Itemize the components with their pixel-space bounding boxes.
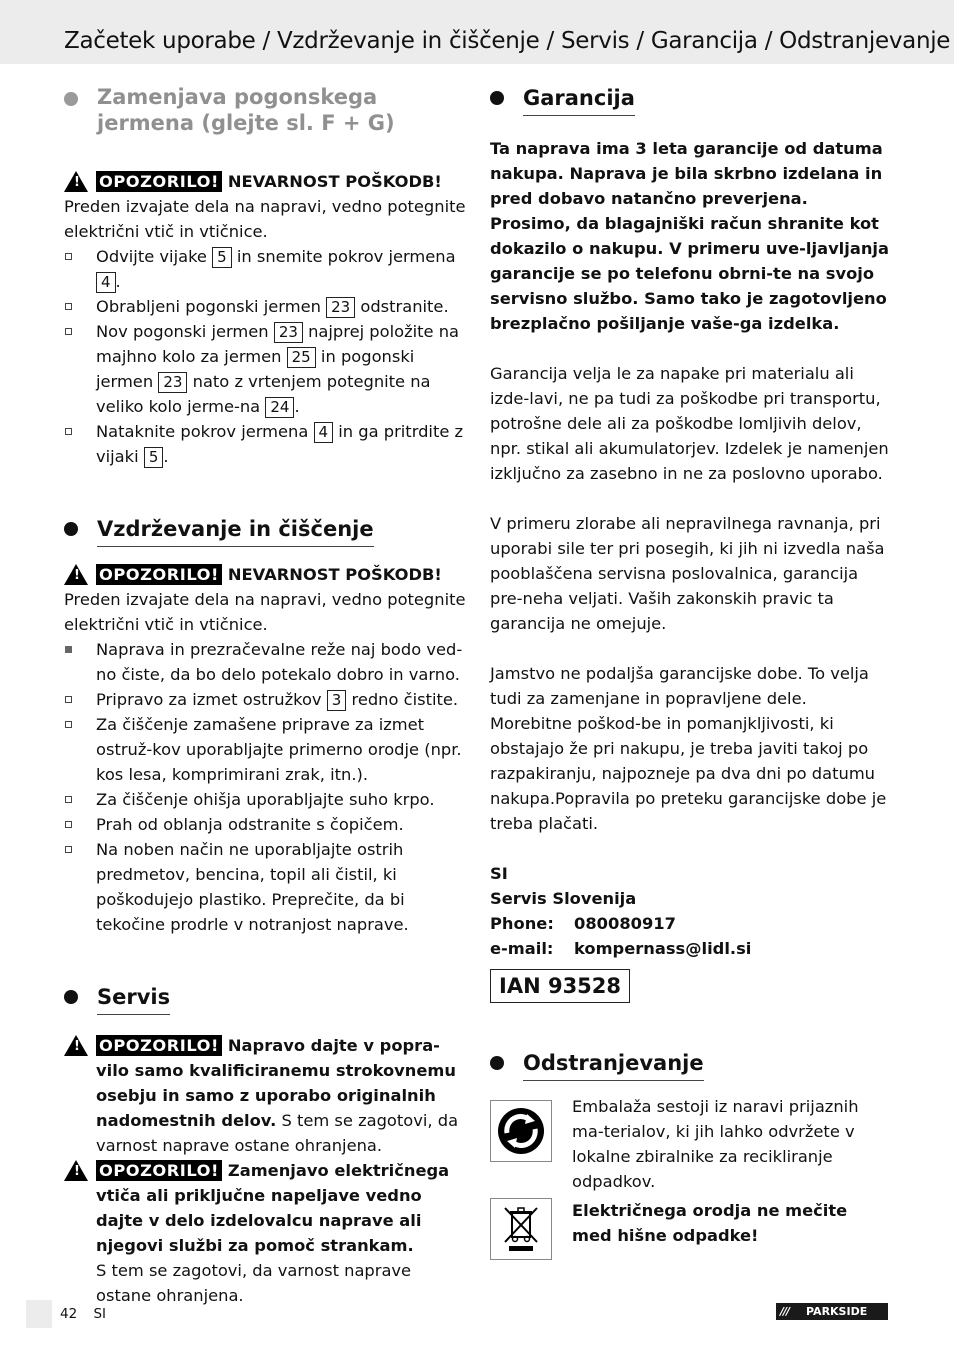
disposal-recycle-row (490, 1094, 890, 1194)
list-item: Za čiščenje ohišja uporabljajte suho krpo. (64, 787, 466, 812)
warning-triangle-icon: ! (64, 1035, 88, 1056)
disposal-text: Embalaža sestoji iz naravi prijaznih ma-terialov, ki jih lahko odvržete v lokalne zbiralnike za recikliranje odpadkov. (572, 1097, 859, 1191)
warning-badge: OPOZORILO! (96, 564, 222, 585)
header-bar (0, 0, 954, 64)
ian-number: IAN 93528 (490, 969, 630, 1003)
disposal-weee-row (490, 1198, 890, 1260)
belt-steps-list (64, 244, 466, 469)
language-code: SI (93, 1306, 107, 1322)
section-disposal-heading (490, 1049, 890, 1081)
list-item: Pripravo za izmet ostružkov 3 redno čistite. (64, 687, 466, 712)
warranty-paragraph: V primeru zlorabe ali nepravilnega ravnanja, pri uporabi sile ter pri posegih, ki jih ni izvedla naša pooblaščena servisna poslovalnica, garancija pre-neha veljati. Vaših zakonskih pravic ta garancija ne omejuje. (490, 514, 885, 633)
reference-number: 24 (265, 397, 294, 418)
warning-badge: OPOZORILO! (96, 1035, 222, 1056)
list-item: Naprava in prezračevalne reže naj bodo ved-no čiste, da bo delo potekalo dobro in varno. (64, 637, 466, 687)
bullet-icon (64, 92, 78, 106)
section-warranty-heading (490, 84, 890, 116)
service-contact: SI Servis Slovenija Phone: 080080917 e-mail: kompernass@lidl.si (490, 861, 890, 961)
warning-badge: OPOZORILO! (96, 171, 222, 192)
bullet-icon (64, 990, 78, 1004)
reference-number: 23 (274, 322, 303, 343)
warning-text: Preden izvajate dela na napravi, vedno potegnite električni vtič in vtičnice. (64, 590, 466, 634)
section-service-heading (64, 983, 466, 1015)
right-column (490, 84, 890, 1260)
warranty-bold-text: Ta naprava ima 3 leta garancije od datuma nakupa. Naprava je bila skrbno izdelana in pred dobavo natančno preverjena. Prosimo, da blagajniški račun shranite kot dokazilo o nakupu. V primeru uve-ljavljanja garancije se po telefonu obrni-te na svojo servisno službo. Samo tako je zagotovljeno brezplačno pošiljanje vaše-ga izdelka. (490, 139, 889, 333)
section-title: Zamenjava pogonskega jermena (glejte sl. F + G) (97, 85, 395, 135)
list-item: Obrabljeni pogonski jermen 23 odstranite. (64, 294, 466, 319)
section-title: Odstranjevanje (523, 1049, 704, 1081)
reference-number: 25 (287, 347, 316, 368)
reference-number: 5 (144, 447, 164, 468)
recycle-icon (490, 1100, 552, 1162)
left-column (64, 84, 466, 1308)
reference-number: 23 (326, 297, 355, 318)
list-item: Nov pogonski jermen 23 najprej položite na majhno kolo za jermen 25 in pogonski jermen 23 nato z vrtenjem potegnite na veliko kolo jerme-na 24 . (64, 319, 466, 419)
parkside-logo: /// PARKSIDE (776, 1303, 888, 1320)
reference-number: 3 (327, 690, 347, 711)
crossed-bin-icon (490, 1198, 552, 1260)
reference-number: 4 (96, 272, 116, 293)
list-item: Za čiščenje zamašene priprave za izmet ostruž-kov uporabljajte primerno orodje (npr. kos lesa, komprimirani zrak, itn.). (64, 712, 466, 787)
reference-number: 4 (314, 422, 334, 443)
section-title: Garancija (523, 84, 635, 116)
country-code: SI (490, 864, 508, 883)
list-item: Nataknite pokrov jermena 4 in ga pritrdite z vijaki 5 . (64, 419, 466, 469)
bullet-icon (490, 91, 504, 105)
service-name: Servis Slovenija (490, 889, 637, 908)
page-footer (60, 1306, 106, 1322)
warning-badge: OPOZORILO! (96, 1160, 222, 1181)
bullet-icon (490, 1056, 504, 1070)
warranty-paragraph: Garancija velja le za napake pri materialu ali izde-lavi, ne pa tudi za poškodbe pri transportu, potrošne dele ali za poškodbe lomljivih delov, npr. stikal ali akumulatorjev. Izdelek je namenjen izključno za zasebno in ne za poslovno uporabo. (490, 364, 889, 483)
warning-line (64, 169, 466, 194)
page-number: 42 (60, 1306, 78, 1322)
email-address: kompernass@lidl.si (574, 939, 752, 958)
warranty-paragraph: Jamstvo ne podaljša garancijske dobe. To velja tudi za zamenjane in popravljene dele. Morebitne poškod-be in pomanjkljivosti, ki obstajajo že pri nakupu, je treba javiti takoj po razpakiranju, najpozneje pa dva dni po datumu nakupa.Popravila po preteku garancijske dobe je treba plačati. (490, 664, 887, 833)
warning-block: ! OPOZORILO! Zamenjavo električnega vtiča ali priključne napeljave vedno dajte v delo izdelovalcu naprave ali njegovi službi za pomoč strankam. S tem se zagotovi, da varnost naprave ostane ohranjena. (64, 1158, 466, 1308)
warning-text: Preden izvajate dela na napravi, vedno potegnite električni vtič in vtičnice. (64, 197, 466, 241)
maintenance-list (64, 637, 466, 937)
phone-number: 080080917 (574, 914, 676, 933)
warning-triangle-icon: ! (64, 564, 88, 585)
list-item: Odvijte vijake 5 in snemite pokrov jermena 4 . (64, 244, 466, 294)
warning-hazard: NEVARNOST POŠKODB! (227, 172, 442, 191)
list-item: Na noben način ne uporabljajte ostrih predmetov, bencina, topil ali čistil, ki poškodujejo plastiko. Preprečite, da bi tekočine prodrle v notranjost naprave. (64, 837, 466, 937)
reference-number: 23 (158, 372, 187, 393)
section-belt-heading (64, 84, 466, 139)
warning-triangle-icon: ! (64, 171, 88, 192)
section-title: Vzdrževanje in čiščenje (97, 515, 374, 547)
footer-marker (26, 1300, 52, 1328)
bullet-icon (64, 522, 78, 536)
section-maintenance-heading (64, 515, 466, 547)
warning-hazard: NEVARNOST POŠKODB! (227, 565, 442, 584)
disposal-warning: Električnega orodja ne mečite med hišne odpadke! (572, 1201, 848, 1245)
list-item: Prah od oblanja odstranite s čopičem. (64, 812, 466, 837)
reference-number: 5 (212, 247, 232, 268)
logo-stripes-icon: /// (780, 1305, 790, 1318)
section-title: Servis (97, 983, 170, 1015)
warning-block: ! OPOZORILO! Napravo dajte v popra-vilo samo kvalificiranemu strokovnemu osebju in samo z uporabo originalnih nadomestnih delov. S tem se zagotovi, da varnost naprave ostane ohranjena. (64, 1033, 466, 1158)
warning-line (64, 562, 466, 587)
warning-triangle-icon: ! (64, 1160, 88, 1181)
page-title: Začetek uporabe / Vzdrževanje in čiščenje / Servis / Garancija / Odstranjevanje (64, 28, 951, 54)
